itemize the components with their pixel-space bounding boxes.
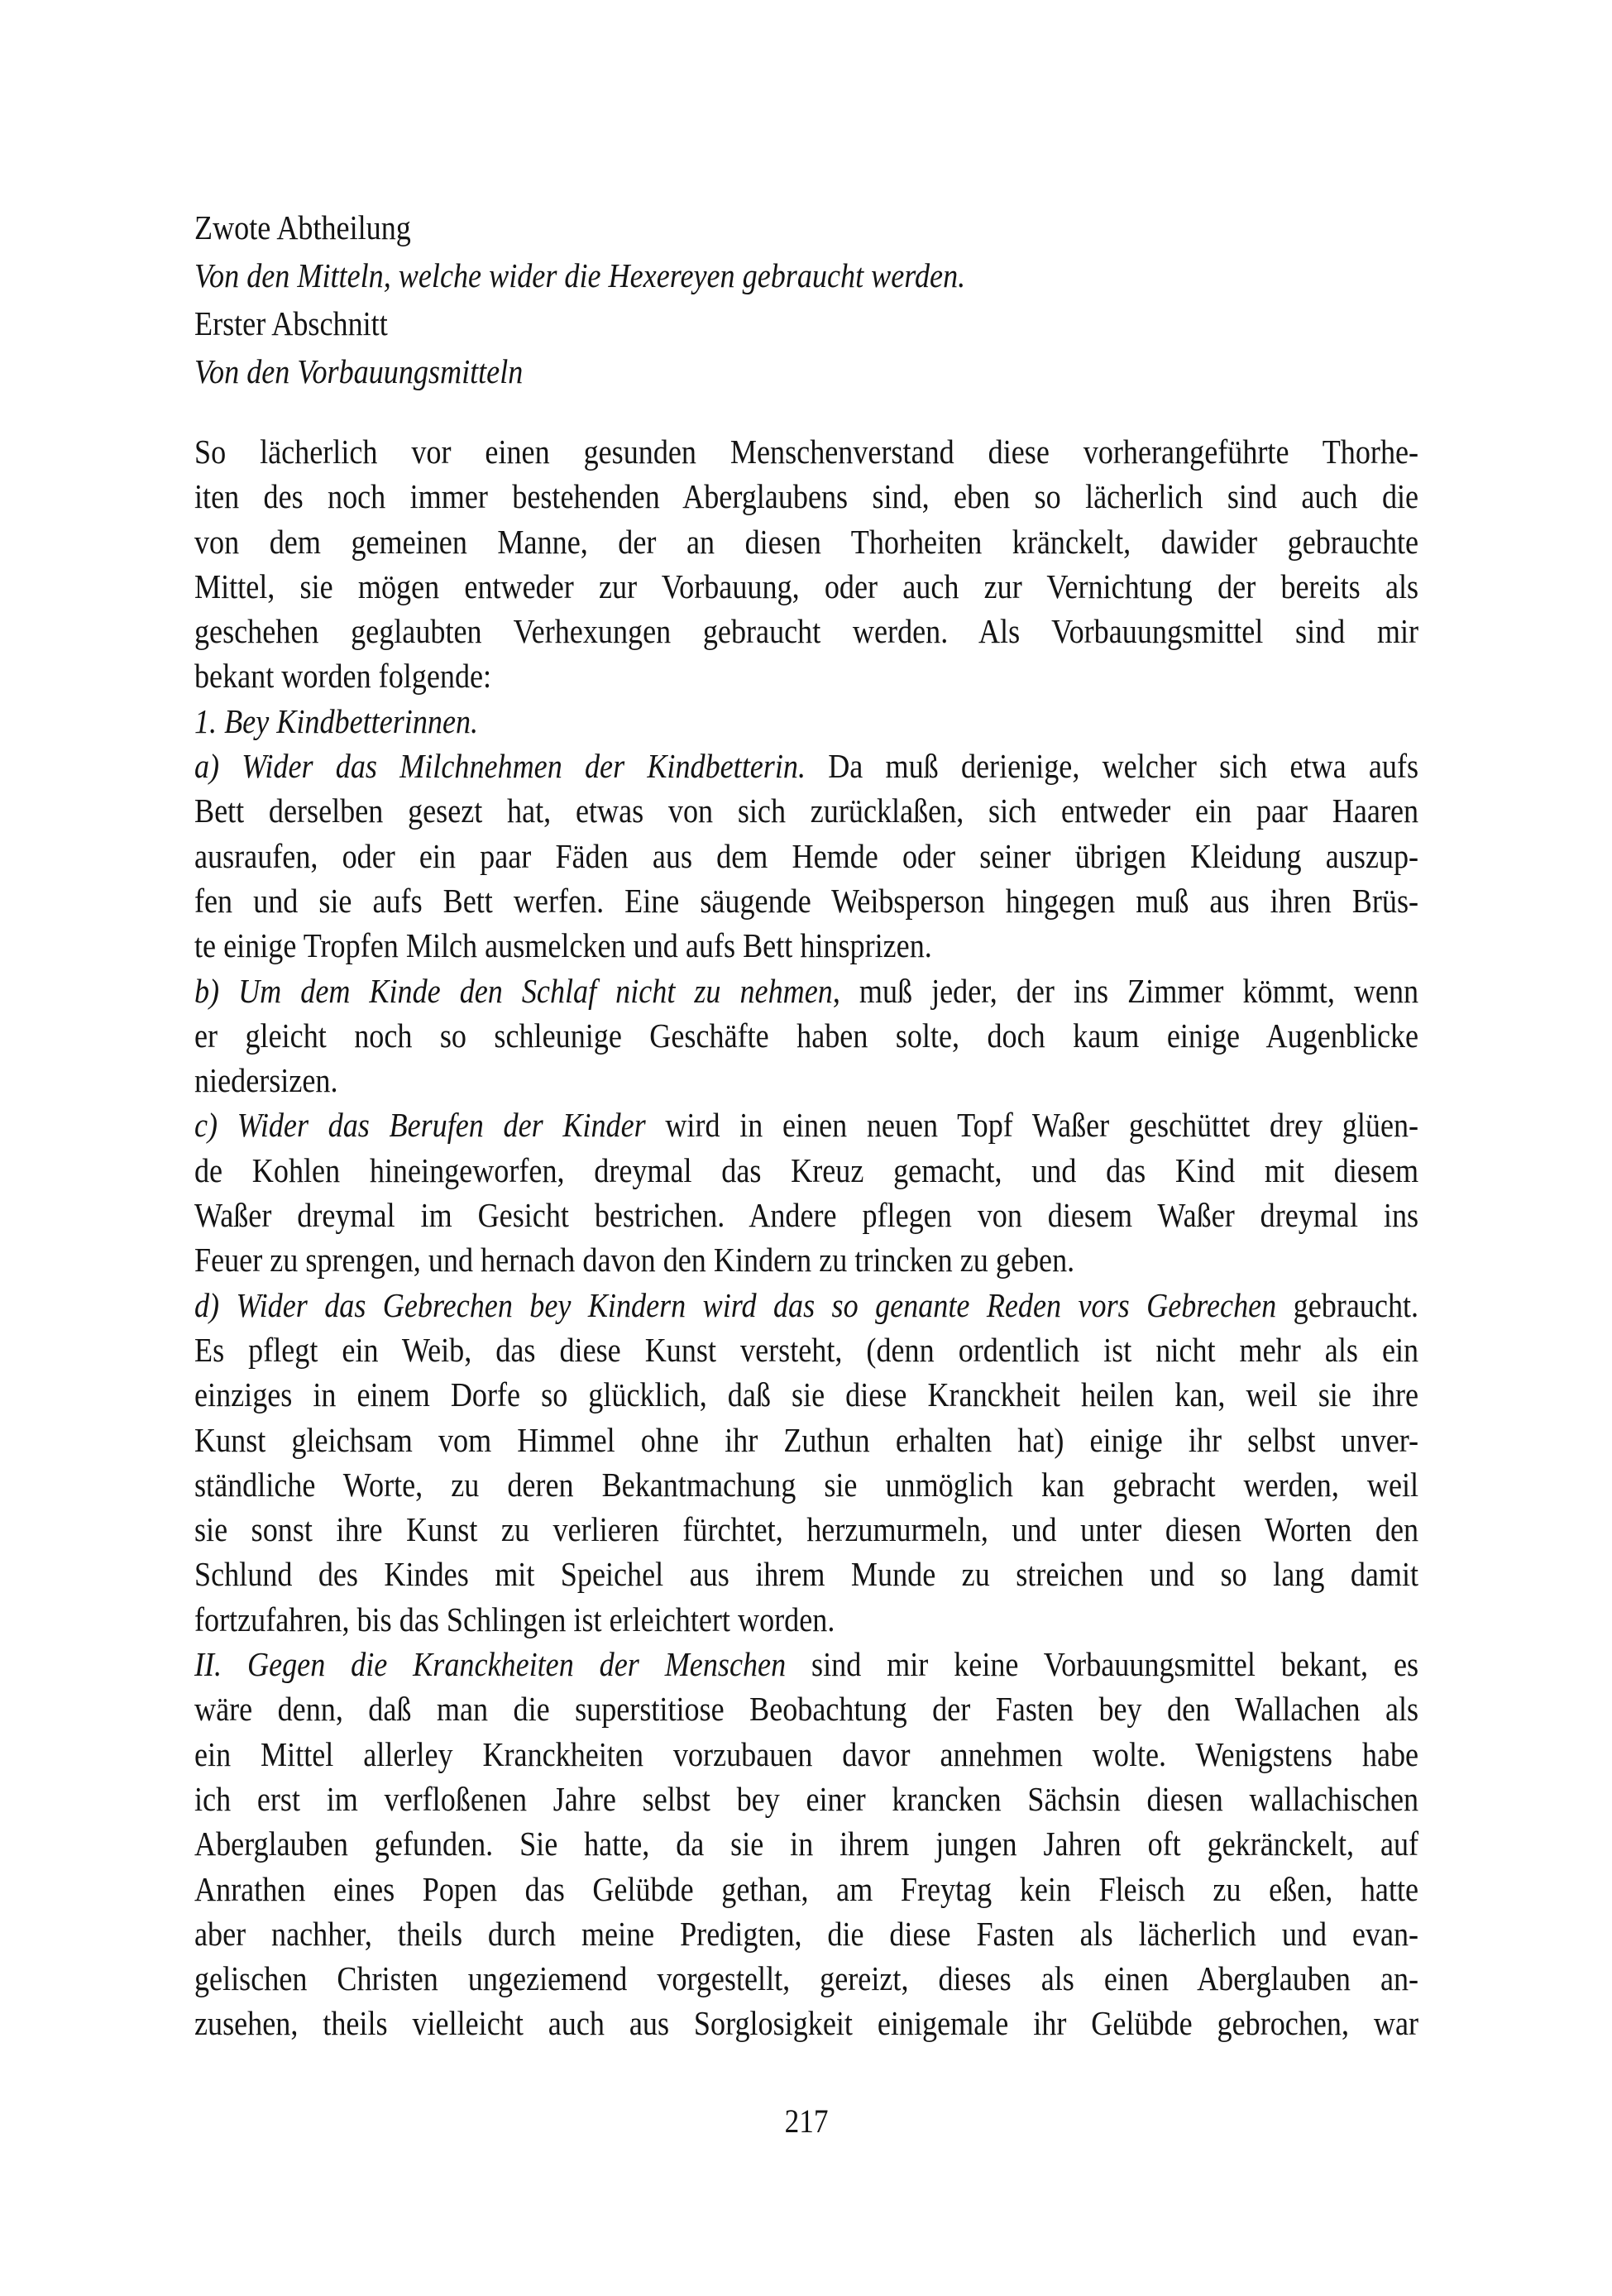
text-line [194, 299, 1418, 347]
text-segment: geschehen geglaubten Verhexungen gebraucht werden. Als Vorbauungsmittel sind mir [194, 612, 1419, 651]
text-segment: 1. Bey Kindbetterinnen. [194, 701, 479, 740]
text-line [194, 203, 1418, 251]
text-segment: wäre denn, daß man die superstitiose Beobachtung der Fasten bey den Wallachen als [194, 1690, 1419, 1729]
text-line [194, 519, 1418, 564]
text-line [194, 1327, 1418, 1372]
page-number: 217 [784, 2102, 829, 2140]
text-line [194, 1642, 1418, 1686]
text-segment: aber nachher, theils durch meine Predigten, die diese Fasten als lächerlich und evan- [194, 1914, 1419, 1953]
text-line [194, 347, 1418, 395]
text-line [194, 1013, 1418, 1058]
text-line [194, 1237, 1418, 1282]
text-segment: , muß jeder, der ins Zimmer kömmt, wenn [832, 971, 1419, 1010]
text-line [194, 1956, 1418, 2001]
text-line [194, 1911, 1418, 1956]
text-line [194, 609, 1418, 653]
text-segment: einziges in einem Dorfe so glücklich, daß sie diese Kranckheit heilen kan, weil sie ihre [194, 1375, 1419, 1414]
text-segment: a) Wider das Milchnehmen der Kindbetterin. [194, 747, 806, 786]
text-segment: gebraucht. [1276, 1285, 1419, 1324]
text-segment: Erster Abschnitt [194, 304, 388, 342]
text-segment: gelischen Christen ungeziemend vorgestellt, gereizt, dieses als einen Aberglauben an- [194, 1959, 1419, 1998]
text-segment: von dem gemeinen Manne, der an diesen Thorheiten kränckelt, dawider gebrauchte [194, 522, 1419, 561]
text-segment: d) Wider das Gebrechen bey Kindern wird das so genante Reden vors Gebrechen [194, 1285, 1277, 1324]
text-line [194, 1686, 1418, 1731]
text-line [194, 1418, 1418, 1462]
text-segment: niedersizen. [194, 1061, 338, 1100]
text-line [194, 2001, 1418, 2045]
text-segment: sind mir keine Vorbauungsmittel bekant, es [786, 1645, 1419, 1684]
text-segment: II. Gegen die Kranckheiten der Menschen [194, 1645, 787, 1684]
section-heading [194, 203, 1418, 395]
text-segment: zusehen, theils vielleicht auch aus Sorglosigkeit einigemale ihr Gelübde gebrochen, war [194, 2004, 1419, 2043]
text-segment: wird in einen neuen Topf Waßer geschüttet drey glüen- [645, 1106, 1419, 1145]
text-line [194, 1777, 1418, 1821]
text-segment: Feuer zu sprengen, und hernach davon den Kindern zu trincken zu geben. [194, 1241, 1075, 1280]
text-segment: Anrathen eines Popen das Gelübde gethan, am Freytag kein Fleisch zu eßen, hatte [194, 1869, 1419, 1908]
text-line [194, 878, 1418, 923]
text-line [194, 1103, 1418, 1147]
body-text [194, 429, 1418, 2046]
text-segment: Aberglauben gefunden. Sie hatte, da sie in ihrem jungen Jahren oft gekränckelt, auf [194, 1825, 1419, 1863]
text-segment: Von den Mitteln, welche wider die Hexereyen gebraucht werden. [194, 256, 966, 294]
text-line [194, 1732, 1418, 1777]
text-segment: Zwote Abtheilung [194, 208, 411, 246]
text-line [194, 1867, 1418, 1911]
text-segment: Da muß derienige, welcher sich etwa aufs [805, 747, 1419, 786]
text-line [194, 1372, 1418, 1417]
text-segment: So lächerlich vor einen gesunden Menschenverstand diese vorherangeführte Thorhe- [194, 433, 1419, 471]
text-segment: Waßer dreymal im Gesicht bestrichen. Andere pflegen von diesem Waßer dreymal ins [194, 1196, 1419, 1235]
text-line [194, 923, 1418, 968]
text-line [194, 834, 1418, 878]
text-line [194, 251, 1418, 299]
text-segment: b) Um dem Kinde den Schlaf nicht zu nehmen [194, 971, 833, 1010]
text-segment: bekant worden folgende: [194, 657, 492, 696]
text-segment: Schlund des Kindes mit Speichel aus ihrem Munde zu streichen und so lang damit [194, 1555, 1419, 1594]
text-line [194, 429, 1418, 474]
text-line [194, 1058, 1418, 1103]
text-segment: fen und sie aufs Bett werfen. Eine säugende Weibsperson hingegen muß aus ihren Brüs- [194, 881, 1419, 920]
text-segment: Mittel, sie mögen entweder zur Vorbauung, oder auch zur Vernichtung der bereits als [194, 567, 1419, 605]
text-segment: Kunst gleichsam vom Himmel ohne ihr Zuthun erhalten hat) einige ihr selbst unver- [194, 1420, 1419, 1459]
text-segment: ausraufen, oder ein paar Fäden aus dem Hemde oder seiner übrigen Kleidung auszup- [194, 836, 1419, 875]
text-line [194, 788, 1418, 833]
text-line [194, 699, 1418, 744]
text-segment: ständliche Worte, zu deren Bekantmachung sie unmöglich kan gebracht werden, weil [194, 1465, 1419, 1504]
text-line [194, 1821, 1418, 1866]
text-segment: Von den Vorbauungsmitteln [194, 352, 524, 390]
text-segment: sie sonst ihre Kunst zu verlieren fürchtet, herzumurmeln, und unter diesen Worten den [194, 1510, 1419, 1549]
text-segment: Bett derselben gesezt hat, etwas von sich zurücklaßen, sich entweder ein paar Haaren [194, 792, 1419, 830]
text-segment: Es pflegt ein Weib, das diese Kunst versteht, (denn ordentlich ist nicht mehr als ein [194, 1330, 1419, 1369]
text-segment: ich erst im verfloßenen Jahre selbst bey einer krancken Sächsin diesen wallachischen [194, 1779, 1419, 1818]
text-segment: te einige Tropfen Milch ausmelcken und aufs Bett hinsprizen. [194, 926, 932, 965]
text-segment: iten des noch immer bestehenden Aberglaubens sind, eben so lächerlich sind auch die [194, 477, 1419, 516]
text-segment: c) Wider das Berufen der Kinder [194, 1106, 646, 1145]
text-line [194, 1507, 1418, 1552]
text-line [194, 653, 1418, 698]
text-line [194, 1193, 1418, 1237]
text-line [194, 1283, 1418, 1327]
text-line [194, 969, 1418, 1013]
text-segment: er gleicht noch so schleunige Geschäfte haben solte, doch kaum einige Augenblicke [194, 1016, 1419, 1055]
text-segment: ein Mittel allerley Kranckheiten vorzubauen davor annehmen wolte. Wenigstens habe [194, 1734, 1419, 1773]
text-line [194, 1597, 1418, 1642]
text-segment: de Kohlen hineingeworfen, dreymal das Kreuz gemacht, und das Kind mit diesem [194, 1150, 1419, 1189]
text-segment: fortzufahren, bis das Schlingen ist erleichtert worden. [194, 1600, 835, 1638]
text-line [194, 1552, 1418, 1596]
text-line [194, 474, 1418, 519]
text-line [194, 1462, 1418, 1507]
text-line [194, 744, 1418, 788]
text-line [194, 564, 1418, 609]
text-line [194, 1148, 1418, 1193]
